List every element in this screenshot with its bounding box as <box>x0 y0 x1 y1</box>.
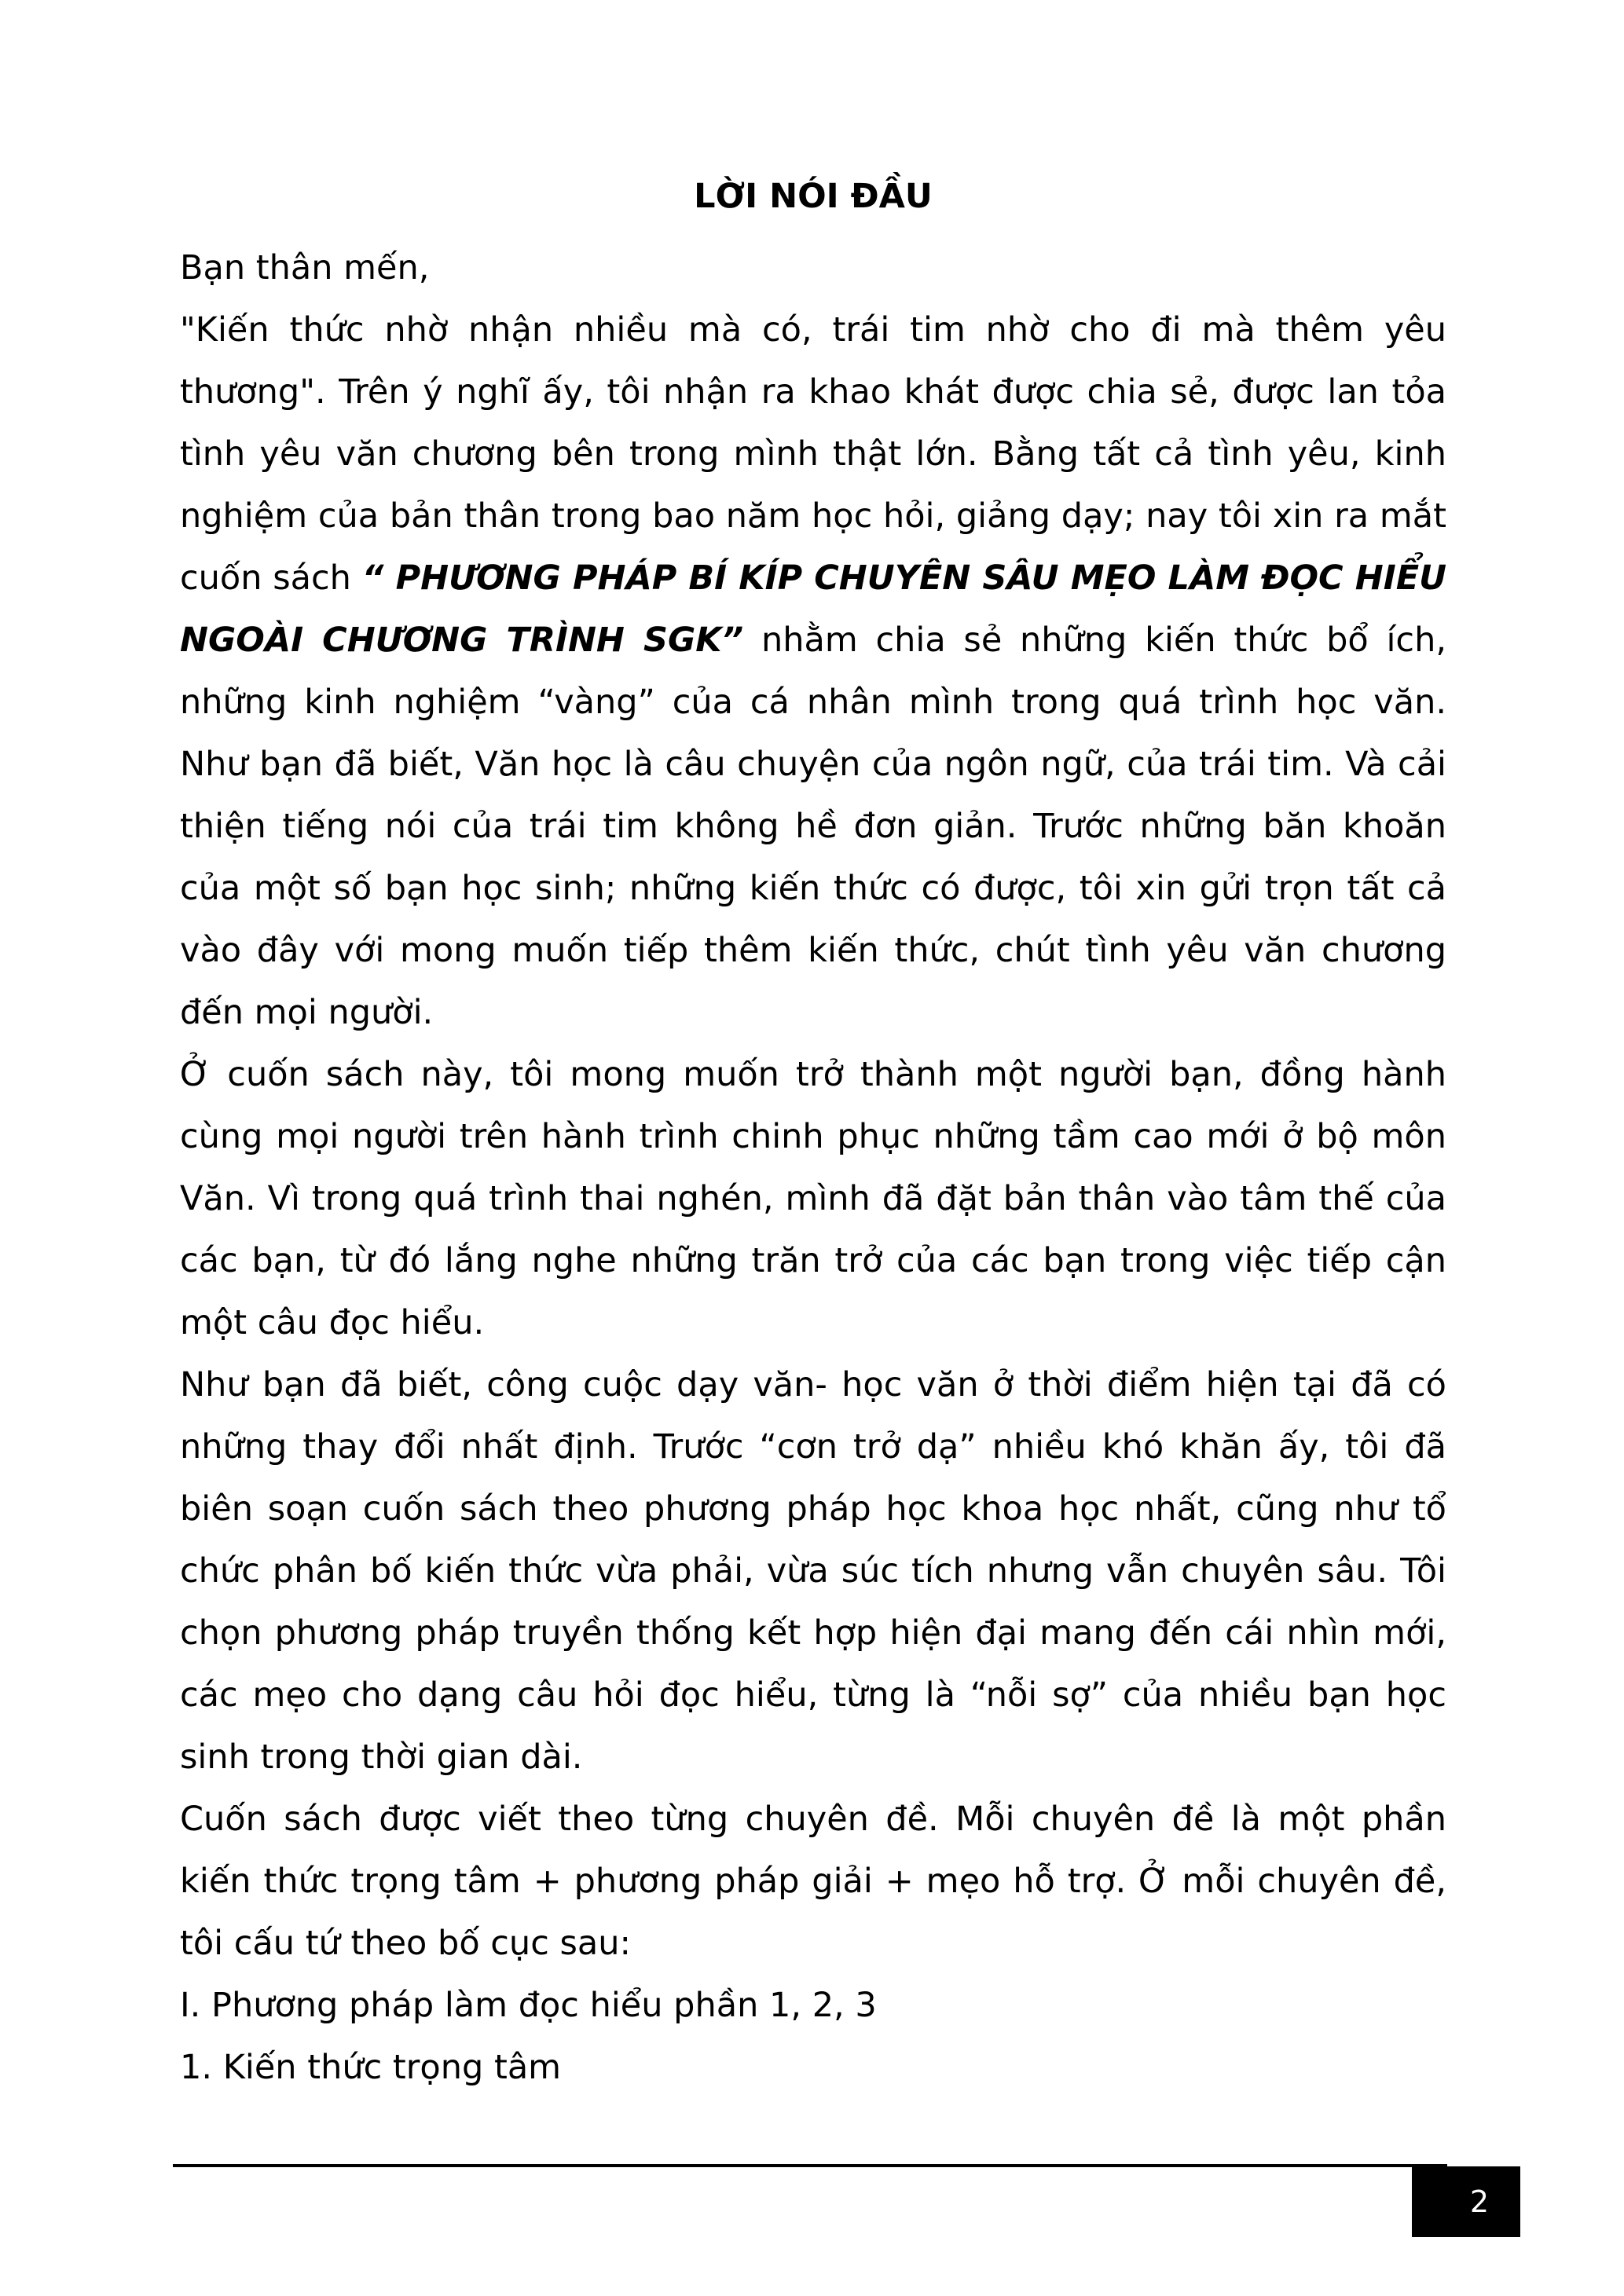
paragraph-method: Như bạn đã biết, công cuộc dạy văn- học văn ở thời điểm hiện tại đã có những thay đổi nhất định. Trước “cơn trở dạ” nhiều khó khăn ấy, tôi đã biên soạn cuốn sách theo phương pháp học khoa học nhất, cũng như tổ chức phân bố kiến thức vừa phải, vừa súc tích nhưng vẫn chuyên sâu. Tôi chọn phương pháp truyền thống kết hợp hiện đại mang đến cái nhìn mới, các mẹo cho dạng câu hỏi đọc hiểu, từng là “nỗi sợ” của nhiều bạn học sinh trong thời gian dài. <box>180 1365 1446 1777</box>
page-heading: LỜI NÓI ĐẦU <box>694 177 933 216</box>
paragraph-intro-before: "Kiến thức nhờ nhận nhiều mà có, trái tim nhờ cho đi mà thêm yêu thương". Trên ý nghĩ ấy, tôi nhận ra khao khát được chia sẻ, được lan tỏa tình yêu văn chương bên trong mình thật lớn. Bằng tất cả tình yêu, kinh nghiệm của bản thân trong bao năm học hỏi, giảng dạy; nay tôi xin ra mắt cuốn sách <box>180 310 1446 598</box>
paragraph-intro-after: nhằm chia sẻ những kiến thức bổ ích, những kinh nghiệm “vàng” của cá nhân mình trong quá trình học văn. Như bạn đã biết, Văn học là câu chuyện của ngôn ngữ, của trái tim. Và cải thiện tiếng nói của trái tim không hề đơn giản. Trước những băn khoăn của một số bạn học sinh; những kiến thức có được, tôi xin gửi trọn tất cả vào đây với mong muốn tiếp thêm kiến thức, chút tình yêu văn chương đến mọi người. <box>180 621 1446 1032</box>
book-title: “ PHƯƠNG PHÁP BÍ KÍP CHUYÊN SÂU MẸO LÀM ĐỌC HIỂU NGOÀI CHƯƠNG TRÌNH SGK” <box>180 558 1446 660</box>
greeting-line: Bạn thân mến, <box>180 248 430 287</box>
page-number: 2 <box>1469 2184 1489 2219</box>
outline-item-section: I. Phương pháp làm đọc hiểu phần 1, 2, 3 <box>180 1986 877 2025</box>
paragraph-structure: Cuốn sách được viết theo từng chuyên đề. Mỗi chuyên đề là một phần kiến thức trọng tâm + phương pháp giải + mẹo hỗ trợ. Ở mỗi chuyên đề, tôi cấu tứ theo bố cục sau: <box>180 1800 1446 1963</box>
outline-item-subsection: 1. Kiến thức trọng tâm <box>180 2048 562 2087</box>
page-content <box>180 165 1446 2099</box>
page-number-badge <box>1412 2166 1520 2237</box>
paragraph-intro <box>180 299 1446 1044</box>
footer-divider <box>173 2164 1447 2167</box>
paragraph-companion: Ở cuốn sách này, tôi mong muốn trở thành một người bạn, đồng hành cùng mọi người trên hành trình chinh phục những tầm cao mới ở bộ môn Văn. Vì trong quá trình thai nghén, mình đã đặt bản thân vào tâm thế của các bạn, từ đó lắng nghe những trăn trở của các bạn trong việc tiếp cận một câu đọc hiểu. <box>180 1055 1446 1342</box>
